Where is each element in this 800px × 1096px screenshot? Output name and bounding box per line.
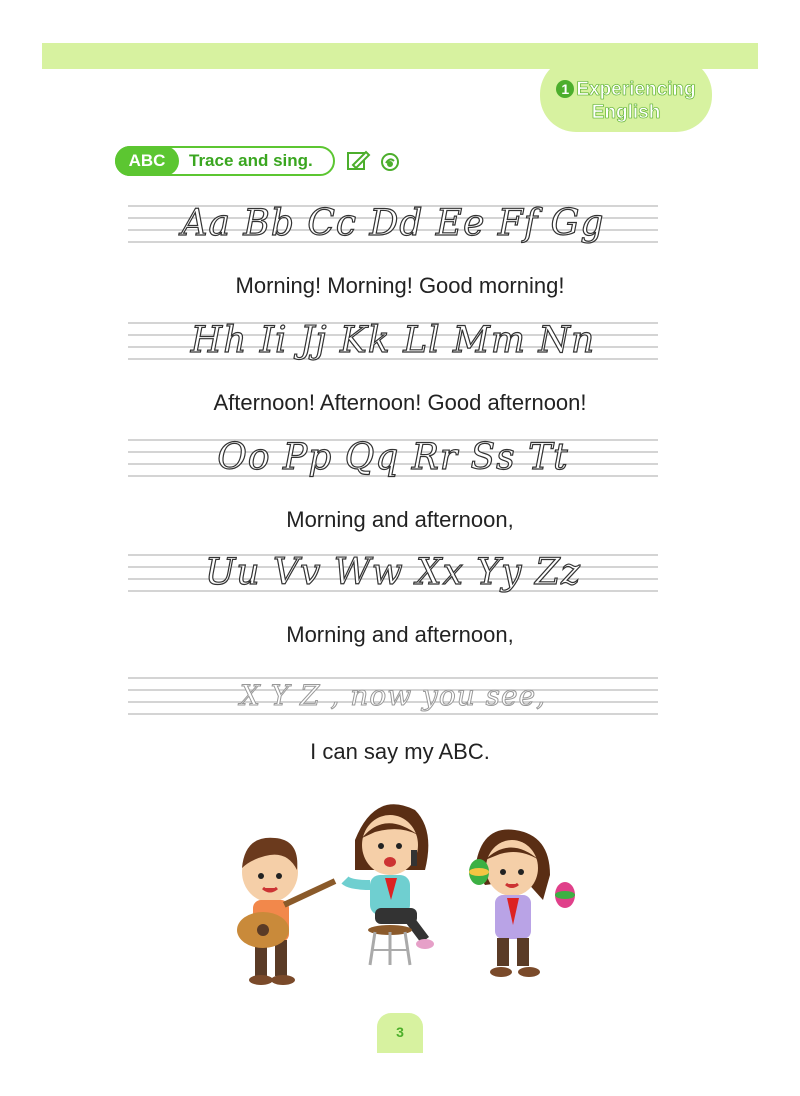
tracing-row-1[interactable] <box>128 196 658 250</box>
unit-title-line2: English <box>591 102 661 123</box>
trace-letters: Aa Bb Cc Dd Ee Ff Gg <box>181 202 605 244</box>
task-icons <box>346 148 402 179</box>
girl-singing <box>345 804 434 965</box>
trace-letters: Oo Pp Qq Rr Ss Tt <box>217 436 569 478</box>
lyric-line: I can say my ABC. <box>310 739 490 764</box>
unit-number-badge: 1 <box>556 80 574 98</box>
sing-icon <box>382 154 398 170</box>
task-header <box>115 146 335 176</box>
tracing-row-2[interactable] <box>128 313 658 367</box>
tracing-row-3[interactable] <box>128 430 658 484</box>
boy-with-guitar <box>237 838 336 985</box>
trace-letters: Hh Ii Jj Kk Ll Mm Nn <box>190 319 596 361</box>
lyric-line: Afternoon! Afternoon! Good afternoon! <box>213 390 587 415</box>
page-number: 3 <box>377 1013 423 1053</box>
task-badge: ABC <box>115 146 179 176</box>
write-icon <box>348 152 369 169</box>
trace-letters: Uu Vv Ww Xx Yy Zz <box>205 551 581 593</box>
lyric-line: Morning and afternoon, <box>286 507 514 532</box>
unit-tab <box>540 58 712 132</box>
unit-title-line1: Experiencing <box>576 79 696 100</box>
tracing-row-4[interactable] <box>128 545 658 599</box>
tracing-row-5[interactable] <box>128 668 658 722</box>
task-instruction: Trace and sing. <box>189 151 313 170</box>
lyric-line: Morning and afternoon, <box>286 622 514 647</box>
children-singing-illustration <box>225 790 585 990</box>
lyric-line: Morning! Morning! Good morning! <box>235 273 565 298</box>
girl-with-maracas <box>469 830 575 978</box>
trace-letters: X Y Z , now you see, <box>239 678 547 712</box>
